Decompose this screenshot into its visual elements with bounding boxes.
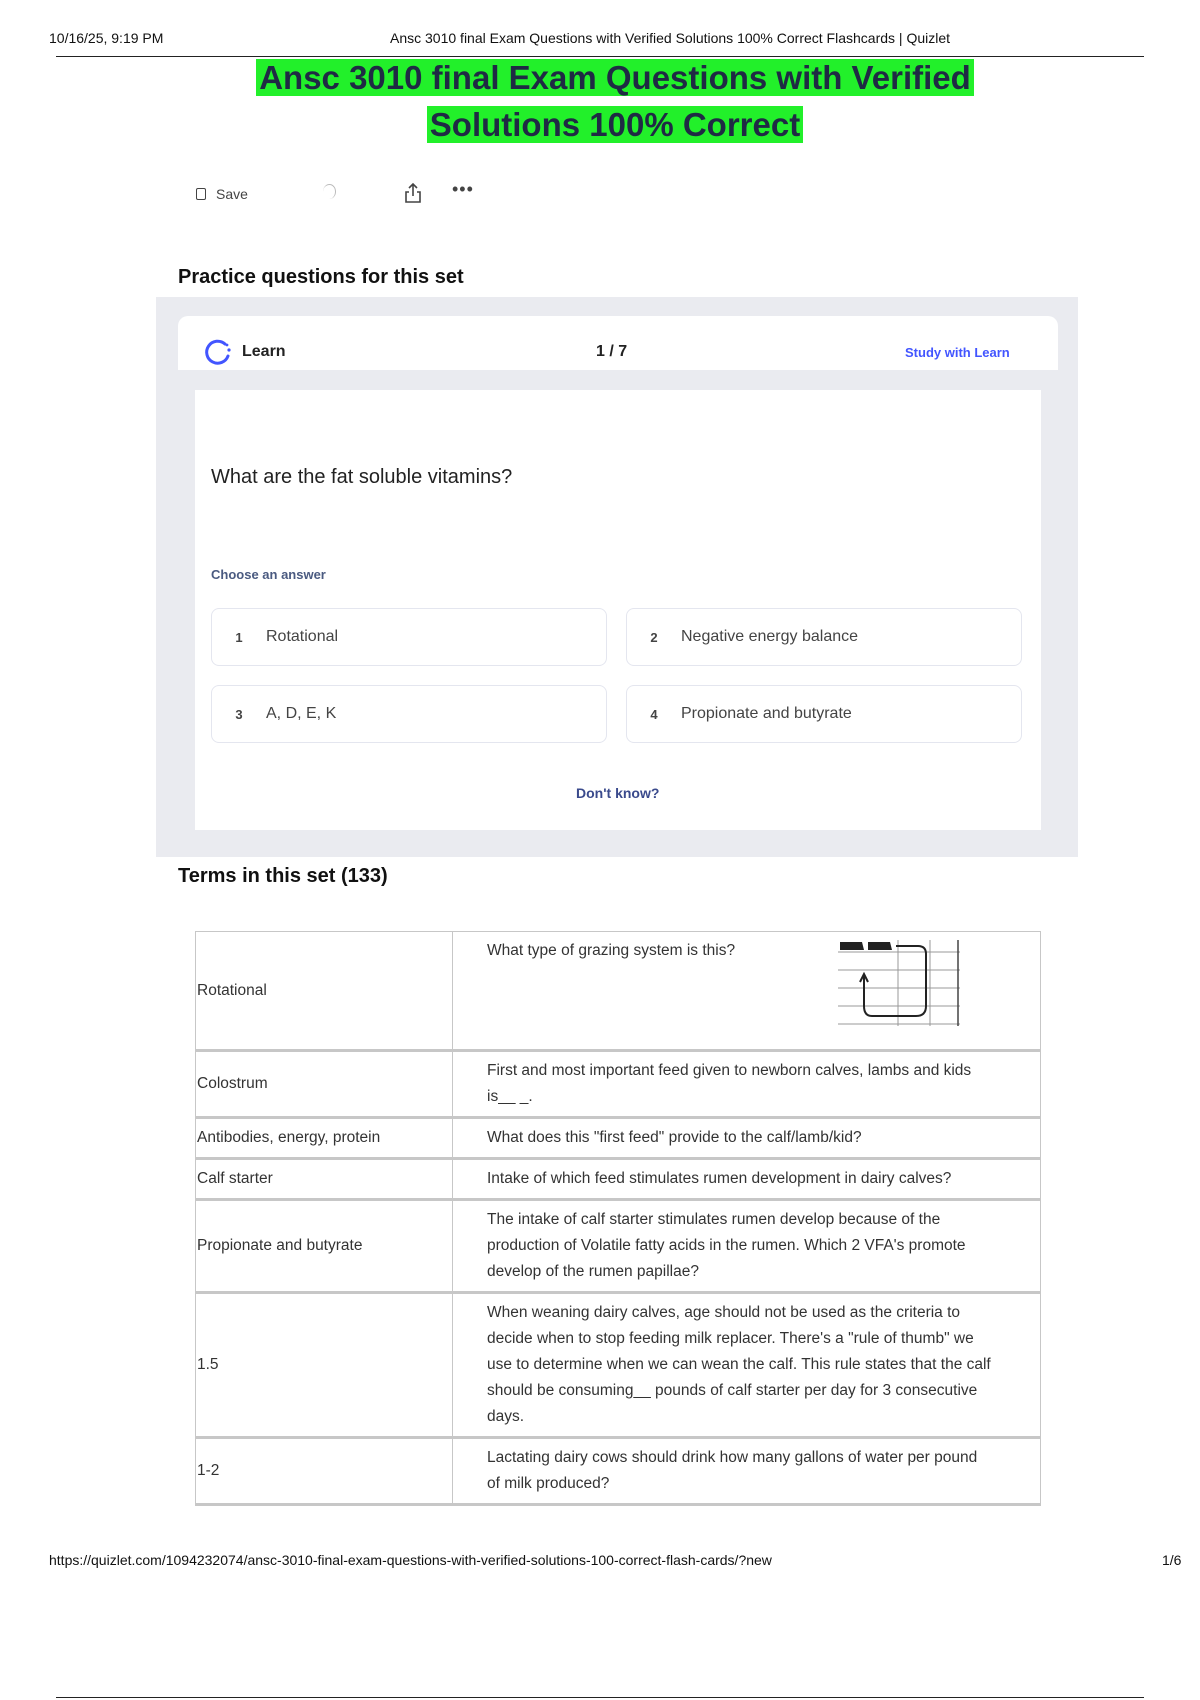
option-number: 3 <box>235 706 243 722</box>
grazing-diagram-image <box>838 940 960 1026</box>
term-cell: Propionate and butyrate <box>196 1200 453 1293</box>
option-number: 2 <box>650 629 658 645</box>
dont-know-button[interactable]: Don't know? <box>576 785 660 801</box>
more-icon[interactable]: ••• <box>452 179 474 199</box>
share-icon[interactable] <box>403 182 423 209</box>
table-row <box>196 1118 1041 1159</box>
definition-cell: Intake of which feed stimulates rumen development in dairy calves? <box>453 1159 1041 1200</box>
question-progress: 1 / 7 <box>596 343 628 360</box>
table-row <box>196 1200 1041 1293</box>
answer-option-1[interactable] <box>211 608 607 666</box>
choose-answer-hint: Choose an answer <box>211 567 326 582</box>
option-text: Rotational <box>266 628 339 645</box>
save-label: Save <box>216 186 248 202</box>
study-with-learn-link[interactable]: Study with Learn <box>905 345 1010 360</box>
option-text: A, D, E, K <box>266 705 337 722</box>
table-row <box>196 932 1041 1051</box>
print-url: https://quizlet.com/1094232074/ansc-3010-final-exam-questions-with-verified-solutions-100-correct-flash-cards/?new <box>49 1552 772 1568</box>
print-page-title: Ansc 3010 final Exam Questions with Verified Solutions 100% Correct Flashcards | Quizlet <box>390 30 951 46</box>
definition-text: What type of grazing system is this? <box>487 942 736 959</box>
learn-mode-label: Learn <box>242 343 286 360</box>
definition-cell: Lactating dairy cows should drink how many gallons of water per pound of milk produced? <box>453 1438 1041 1505</box>
footer-divider <box>56 1697 1144 1698</box>
term-cell: 1-2 <box>196 1438 453 1505</box>
learn-icon <box>203 338 233 373</box>
terms-heading: Terms in this set (133) <box>178 865 388 887</box>
answer-option-3[interactable] <box>211 685 607 743</box>
question-text: What are the fat soluble vitamins? <box>211 466 513 488</box>
answer-option-2[interactable] <box>626 608 1022 666</box>
header-divider <box>56 56 1144 57</box>
set-title <box>180 58 1050 152</box>
print-datetime: 10/16/25, 9:19 PM <box>49 30 164 46</box>
terms-table <box>195 931 1041 1506</box>
definition-cell: What does this "first feed" provide to the calf/lamb/kid? <box>453 1118 1041 1159</box>
term-cell: Calf starter <box>196 1159 453 1200</box>
table-row <box>196 1051 1041 1118</box>
answer-option-4[interactable] <box>626 685 1022 743</box>
practice-heading: Practice questions for this set <box>178 266 464 288</box>
term-cell: 1.5 <box>196 1293 453 1438</box>
option-number: 4 <box>650 706 658 722</box>
term-cell: Colostrum <box>196 1051 453 1118</box>
option-text: Negative energy balance <box>681 628 859 645</box>
bookmark-icon <box>196 188 206 200</box>
definition-cell <box>453 932 1041 1051</box>
term-cell: Antibodies, energy, protein <box>196 1118 453 1159</box>
term-cell: Rotational <box>196 932 453 1051</box>
loading-icon <box>323 184 336 199</box>
table-row <box>196 1293 1041 1438</box>
print-page-number: 1/6 <box>1162 1552 1182 1568</box>
option-number: 1 <box>235 629 243 645</box>
definition-cell: When weaning dairy calves, age should not be used as the criteria to decide when to stop feeding milk replacer. There's a "rule of thumb" we use to determine when we can wean the calf. This rule states that the calf should be consuming__ pounds of calf starter per day for 3 consecutive days. <box>453 1293 1041 1438</box>
definition-cell: The intake of calf starter stimulates rumen develop because of the production of Volatile fatty acids in the rumen. Which 2 VFA's promote develop of the rumen papillae? <box>453 1200 1041 1293</box>
definition-cell: First and most important feed given to newborn calves, lambs and kids is__ _. <box>453 1051 1041 1118</box>
table-row <box>196 1438 1041 1505</box>
option-text: Propionate and butyrate <box>681 705 852 722</box>
save-button[interactable] <box>196 186 248 202</box>
table-row <box>196 1159 1041 1200</box>
set-title-text: Ansc 3010 final Exam Questions with Verified Solutions 100% Correct <box>256 59 974 143</box>
